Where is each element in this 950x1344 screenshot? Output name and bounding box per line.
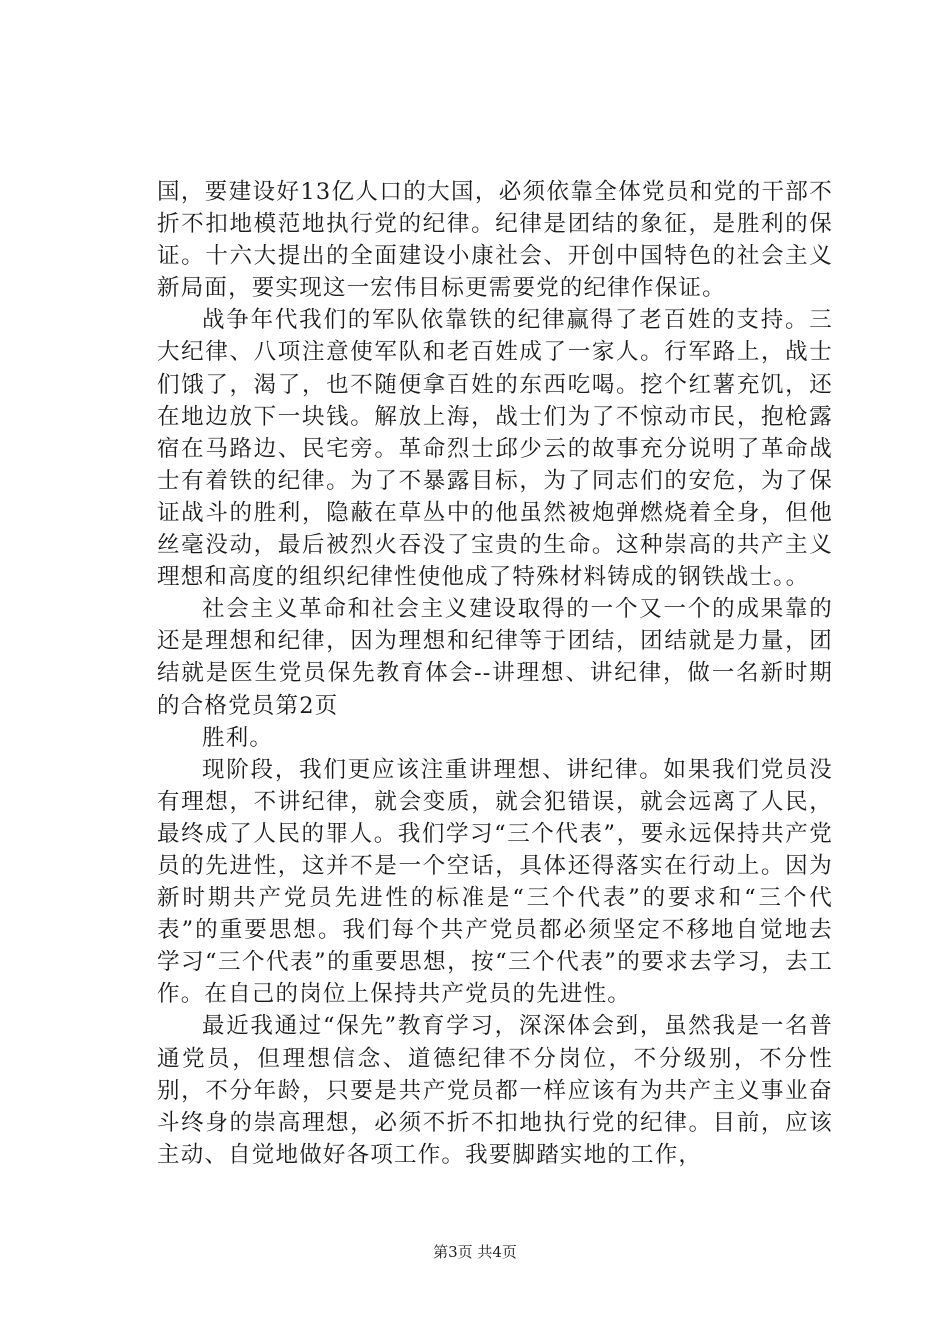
paragraph-2: 战争年代我们的军队依靠铁的纪律赢得了老百姓的支持。三大纪律、八项注意使军队和老百姓成了一家人。行军路上，战士们饿了，渴了，也不随便拿百姓的东西吃喝。挖个红薯充饥，还在地边放下一块钱。解放上海，战士们为了不惊动市民，抱枪露宿在马路边、民宅旁。革命烈士邱少云的故事充分说明了革命战士有着铁的纪律。为了不暴露目标，为了同志们的安危，为了保证战斗的胜利，隐蔽在草丛中的他虽然被炮弹燃烧着全身，但他丝毫没动，最后被烈火吞没了宝贵的生命。这种崇高的共产主义理想和高度的组织纪律性使他成了特殊材料铸成的钢铁战士。。 (157, 307, 833, 591)
paragraph-6: 最近我通过“保先”教育学习，深深体会到，虽然我是一名普通党员，但理想信念、道德纪律不分岗位，不分级别，不分性别，不分年龄，只要是共产党员都一样应该有为共产主义事业奋斗终身的崇高理想，必须不折不扣地执行党的纪律。目前，应该主动、自觉地做好各项工作。我要脚踏实地的工作， (157, 1013, 833, 1168)
paragraph-5: 现阶段，我们更应该注重讲理想、讲纪律。如果我们党员没有理想，不讲纪律，就会变质，就会犯错误，就会远离了人民，最终成了人民的罪人。我们学习“三个代表”，要永远保持共产党员的先进性，这并不是一个空话，具体还得落实在行动上。因为新时期共产党员先进性的标准是“三个代表”的要求和“三个代表”的重要思想。我们每个共产党员都必须坚定不移地自觉地去学习“三个代表”的重要思想，按“三个代表”的要求去学习，去工作。在自己的岗位上保持共产党员的先进性。 (157, 756, 833, 1008)
paragraph-3: 社会主义革命和社会主义建设取得的一个又一个的成果靠的还是理想和纪律，因为理想和纪律等于团结，团结就是力量，团结就是医生党员保先教育体会--讲理想、讲纪律，做一名新时期的合格党员第2页 (157, 596, 833, 719)
page-footer: 第3页 共4页 (433, 1243, 517, 1261)
document-body (157, 176, 833, 1171)
paragraph-1: 国，要建设好13亿人口的大国，必须依靠全体党员和党的干部不折不扣地模范地执行党的纪律。纪律是团结的象征，是胜利的保证。十六大提出的全面建设小康社会、开创中国特色的社会主义新局面，要实现这一宏伟目标更需要党的纪律作保证。 (157, 179, 833, 302)
paragraph-4: 胜利。 (202, 724, 274, 751)
